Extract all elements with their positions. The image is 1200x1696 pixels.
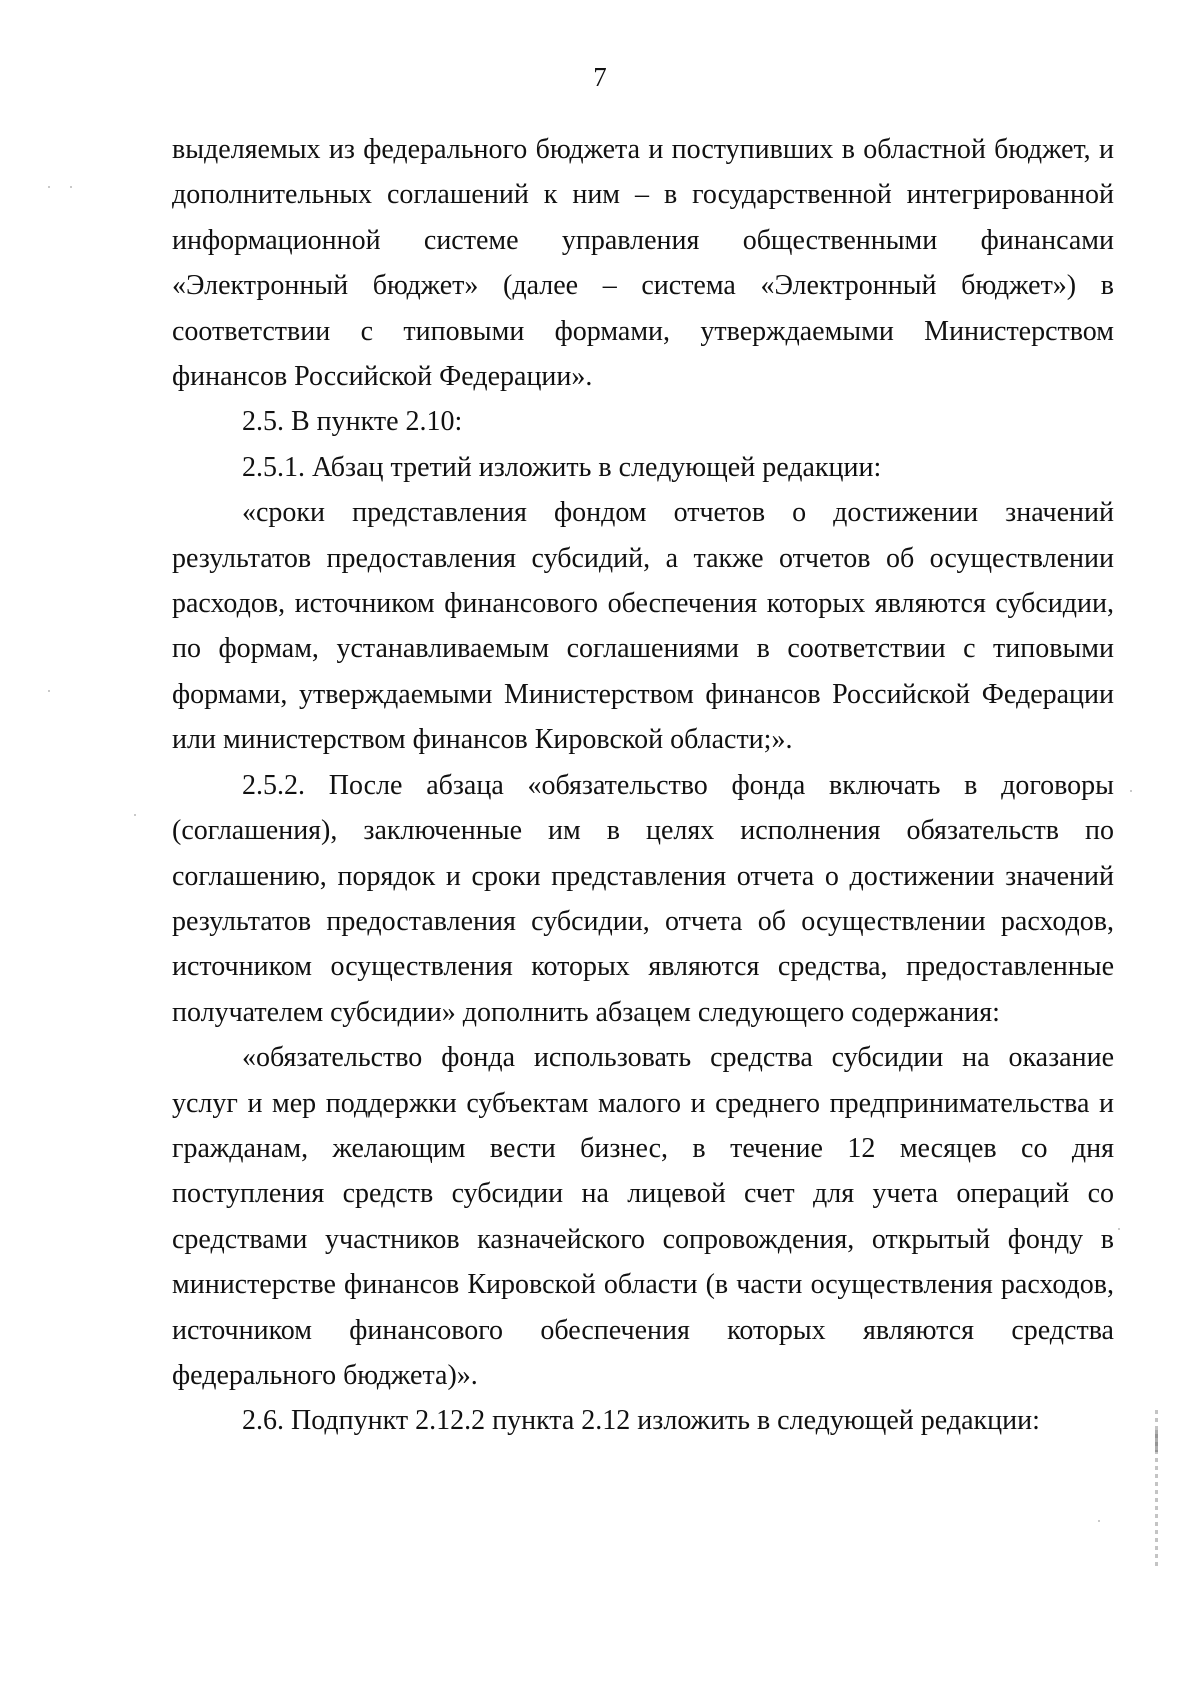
scan-speck — [48, 690, 50, 692]
paragraph-item-2-5: 2.5. В пункте 2.10: — [242, 406, 463, 438]
scan-speck — [134, 814, 136, 816]
scan-speck — [1118, 1228, 1120, 1230]
paragraph-quote-reporting-deadlines: «сроки представления фондом отчетов о достижении значений результатов предоставления субсидий, а также отчетов об осуществлении расходов, источником финансового обеспечения которых являются субсидии, по формам, устанавливаемым соглашениями в соответствии с типовыми формами, утверждаемыми Министерством финансов Российской Федерации или министерством финансов Кировской области;». — [172, 497, 1114, 756]
scan-edge-line — [1155, 1430, 1158, 1452]
scan-speck — [70, 186, 72, 188]
scan-speck — [1130, 790, 1132, 792]
page-number: 7 — [593, 62, 607, 92]
paragraph-item-2-5-1: 2.5.1. Абзац третий изложить в следующей редакции: — [242, 451, 882, 483]
scan-speck — [48, 186, 50, 188]
paragraph-continuation: выделяемых из федерального бюджета и поступивших в областной бюджет, и дополнительных соглашений к ним – в государственной интегрированной информационной системе управления общественными финансами «Электронный бюджет» (далее – система «Электронный бюджет») в соответствии с типовыми формами, утверждаемыми Министерством финансов Российской Федерации». — [172, 134, 1114, 393]
scan-speck — [1098, 1520, 1100, 1522]
paragraph-item-2-5-2: 2.5.2. После абзаца «обязательство фонда включать в договоры (соглашения), заключенные им в целях исполнения обязательств по соглашению, порядок и сроки представления отчета о достижении значений результатов предоставления субсидии, отчета об осуществлении расходов, источником осуществления которых являются средства, предоставленные получателем субсидии» дополнить абзацем следующего содержания: — [172, 769, 1114, 1028]
paragraph-quote-fund-obligation: «обязательство фонда использовать средства субсидии на оказание услуг и мер поддержки субъектам малого и среднего предпринимательства и гражданам, желающим вести бизнес, в течение 12 месяцев со дня поступления средств субсидии на лицевой счет для учета операций со средствами участников казначейского сопровождения, открытый фонду в министерстве финансов Кировской области (в части осуществления расходов, источником финансового обеспечения которых являются средства федерального бюджета)». — [172, 1042, 1114, 1391]
paragraph-item-2-6: 2.6. Подпункт 2.12.2 пункта 2.12 изложить в следующей редакции: — [242, 1405, 1040, 1437]
document-body — [172, 127, 1114, 1444]
